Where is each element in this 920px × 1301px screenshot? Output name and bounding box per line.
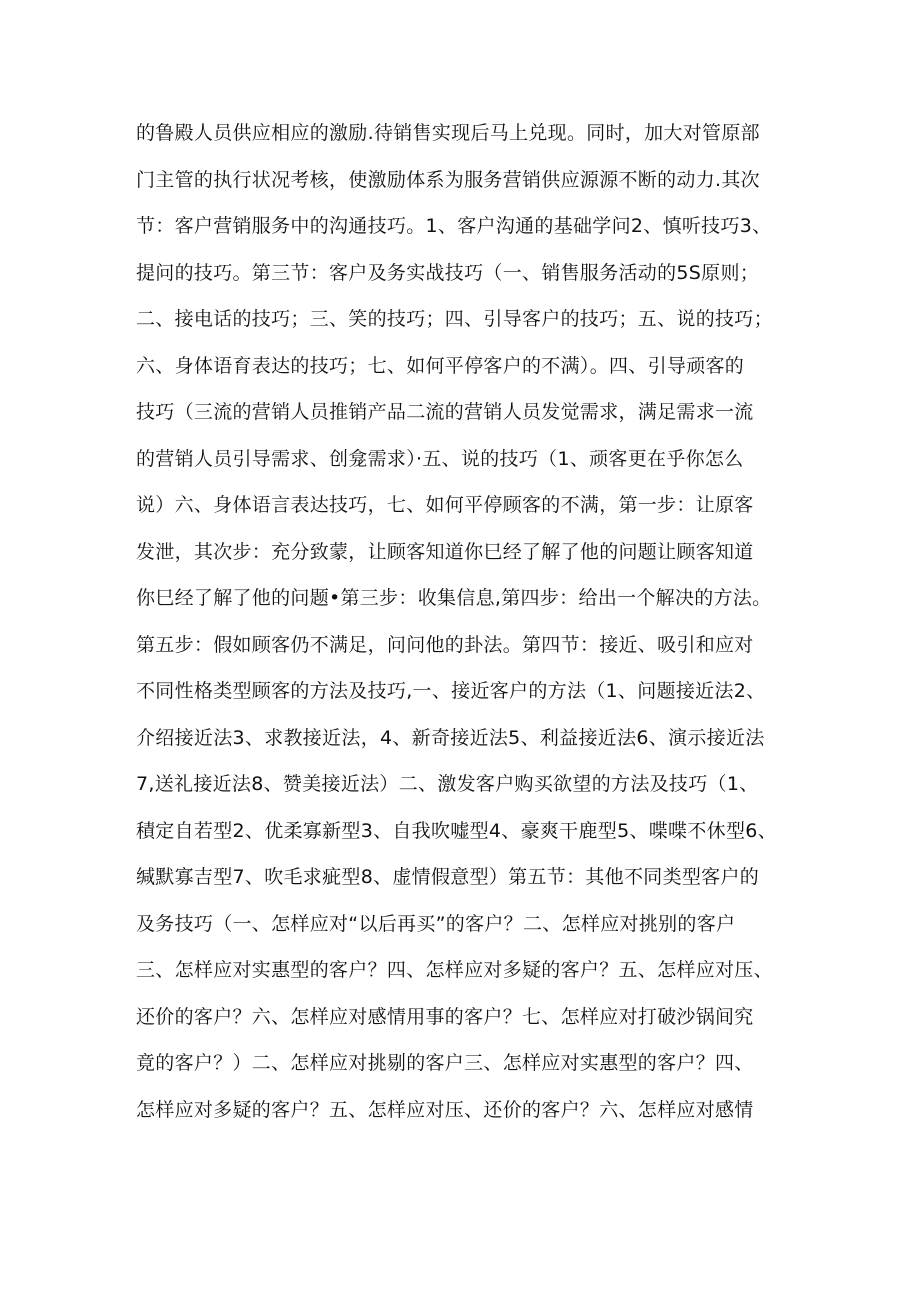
text-line: 及务技巧（一、怎样应对“以后再买”的客户？二、怎样应对挑别的客户	[136, 912, 736, 935]
text-line: 提问的技巧。第三节：客户及务实战技巧（一、销售服务活动的5S原则；	[136, 261, 760, 284]
text-line: 積定自若型2、优柔寡新型3、自我吹嘘型4、豪爽干鹿型5、喋喋不休型6、	[136, 819, 777, 842]
text-line: 缄默寡吉型7、吹毛求疵型8、虚情假意型）第五节：其他不同类型客户的	[136, 866, 760, 888]
text-line: 技巧（三流的营销人员推销产品二流的营销人员发觉需求，满足需求一流	[136, 401, 754, 423]
text-line: 的营销人员引导需求、创龛需求）·五、说的技巧（1、顽客更在乎你怎么	[136, 447, 744, 470]
text-line: 三、怎样应对实惠型的客户？四、怎样应对多疑的客户？五、怎样应对压、	[136, 959, 773, 981]
text-line: 节：客户营销服务中的沟通技巧。1、客户沟通的基础学问2、慎听技巧3、	[136, 215, 772, 237]
text-line: 竟的客户？）二、怎样应对挑剔的客户三、怎样应对实惠型的客户？四、	[136, 1052, 754, 1074]
text-line: 的鲁殿人员供应相应的激励.待销售实现后马上兑现。同时，加大对管原部	[136, 122, 760, 144]
text-line: 你巳经了解了他的问题•第三步：收集信息,第四步：给出一个解决的方法。	[136, 587, 772, 609]
text-line: 六、身体语育表达的技巧；七、如何平停客户的不满）。四、引导顽客的	[136, 354, 745, 377]
text-line: 不同性格类型顾客的方法及技巧,一、接近客户的方法（1、问题接近法2、	[136, 680, 766, 702]
text-line: 怎样应对多疑的客户？五、怎样应对压、还价的客户？六、怎样应对感情	[136, 1098, 754, 1121]
text-line: 还价的客户？六、怎样应对感情用事的客户？七、怎样应对打破沙锅间究	[136, 1005, 754, 1028]
text-line: 7,送礼接近法8、赞美接近法）二、激发客户购买欲望的方法及技巧（1、	[136, 773, 759, 795]
text-line: 介绍接近法3、求教接近法，4、新奇接近法5、利益接近法6、演示接近法	[136, 726, 765, 749]
text-line: 说）六、身体语言表达技巧，七、如何平停顾客的不满，第一步：让原客	[136, 494, 754, 516]
text-line: 门主管的执行状况考核，使激励体系为服务营销供应源源不断的动力.其次	[136, 168, 760, 191]
body-text	[136, 110, 796, 1133]
text-line: 二、接电话的技巧；三、笑的技巧；四、引导客户的技巧；五、说的技巧；	[136, 308, 773, 330]
text-line: 发泄，其次步：充分致蒙，让顾客知道你巳经了解了他的问题让顾客知道	[136, 540, 754, 563]
text-line: 第五步：假如顾客仍不满足，问问他的卦法。第四节：接近、吸引和应对	[136, 633, 754, 656]
